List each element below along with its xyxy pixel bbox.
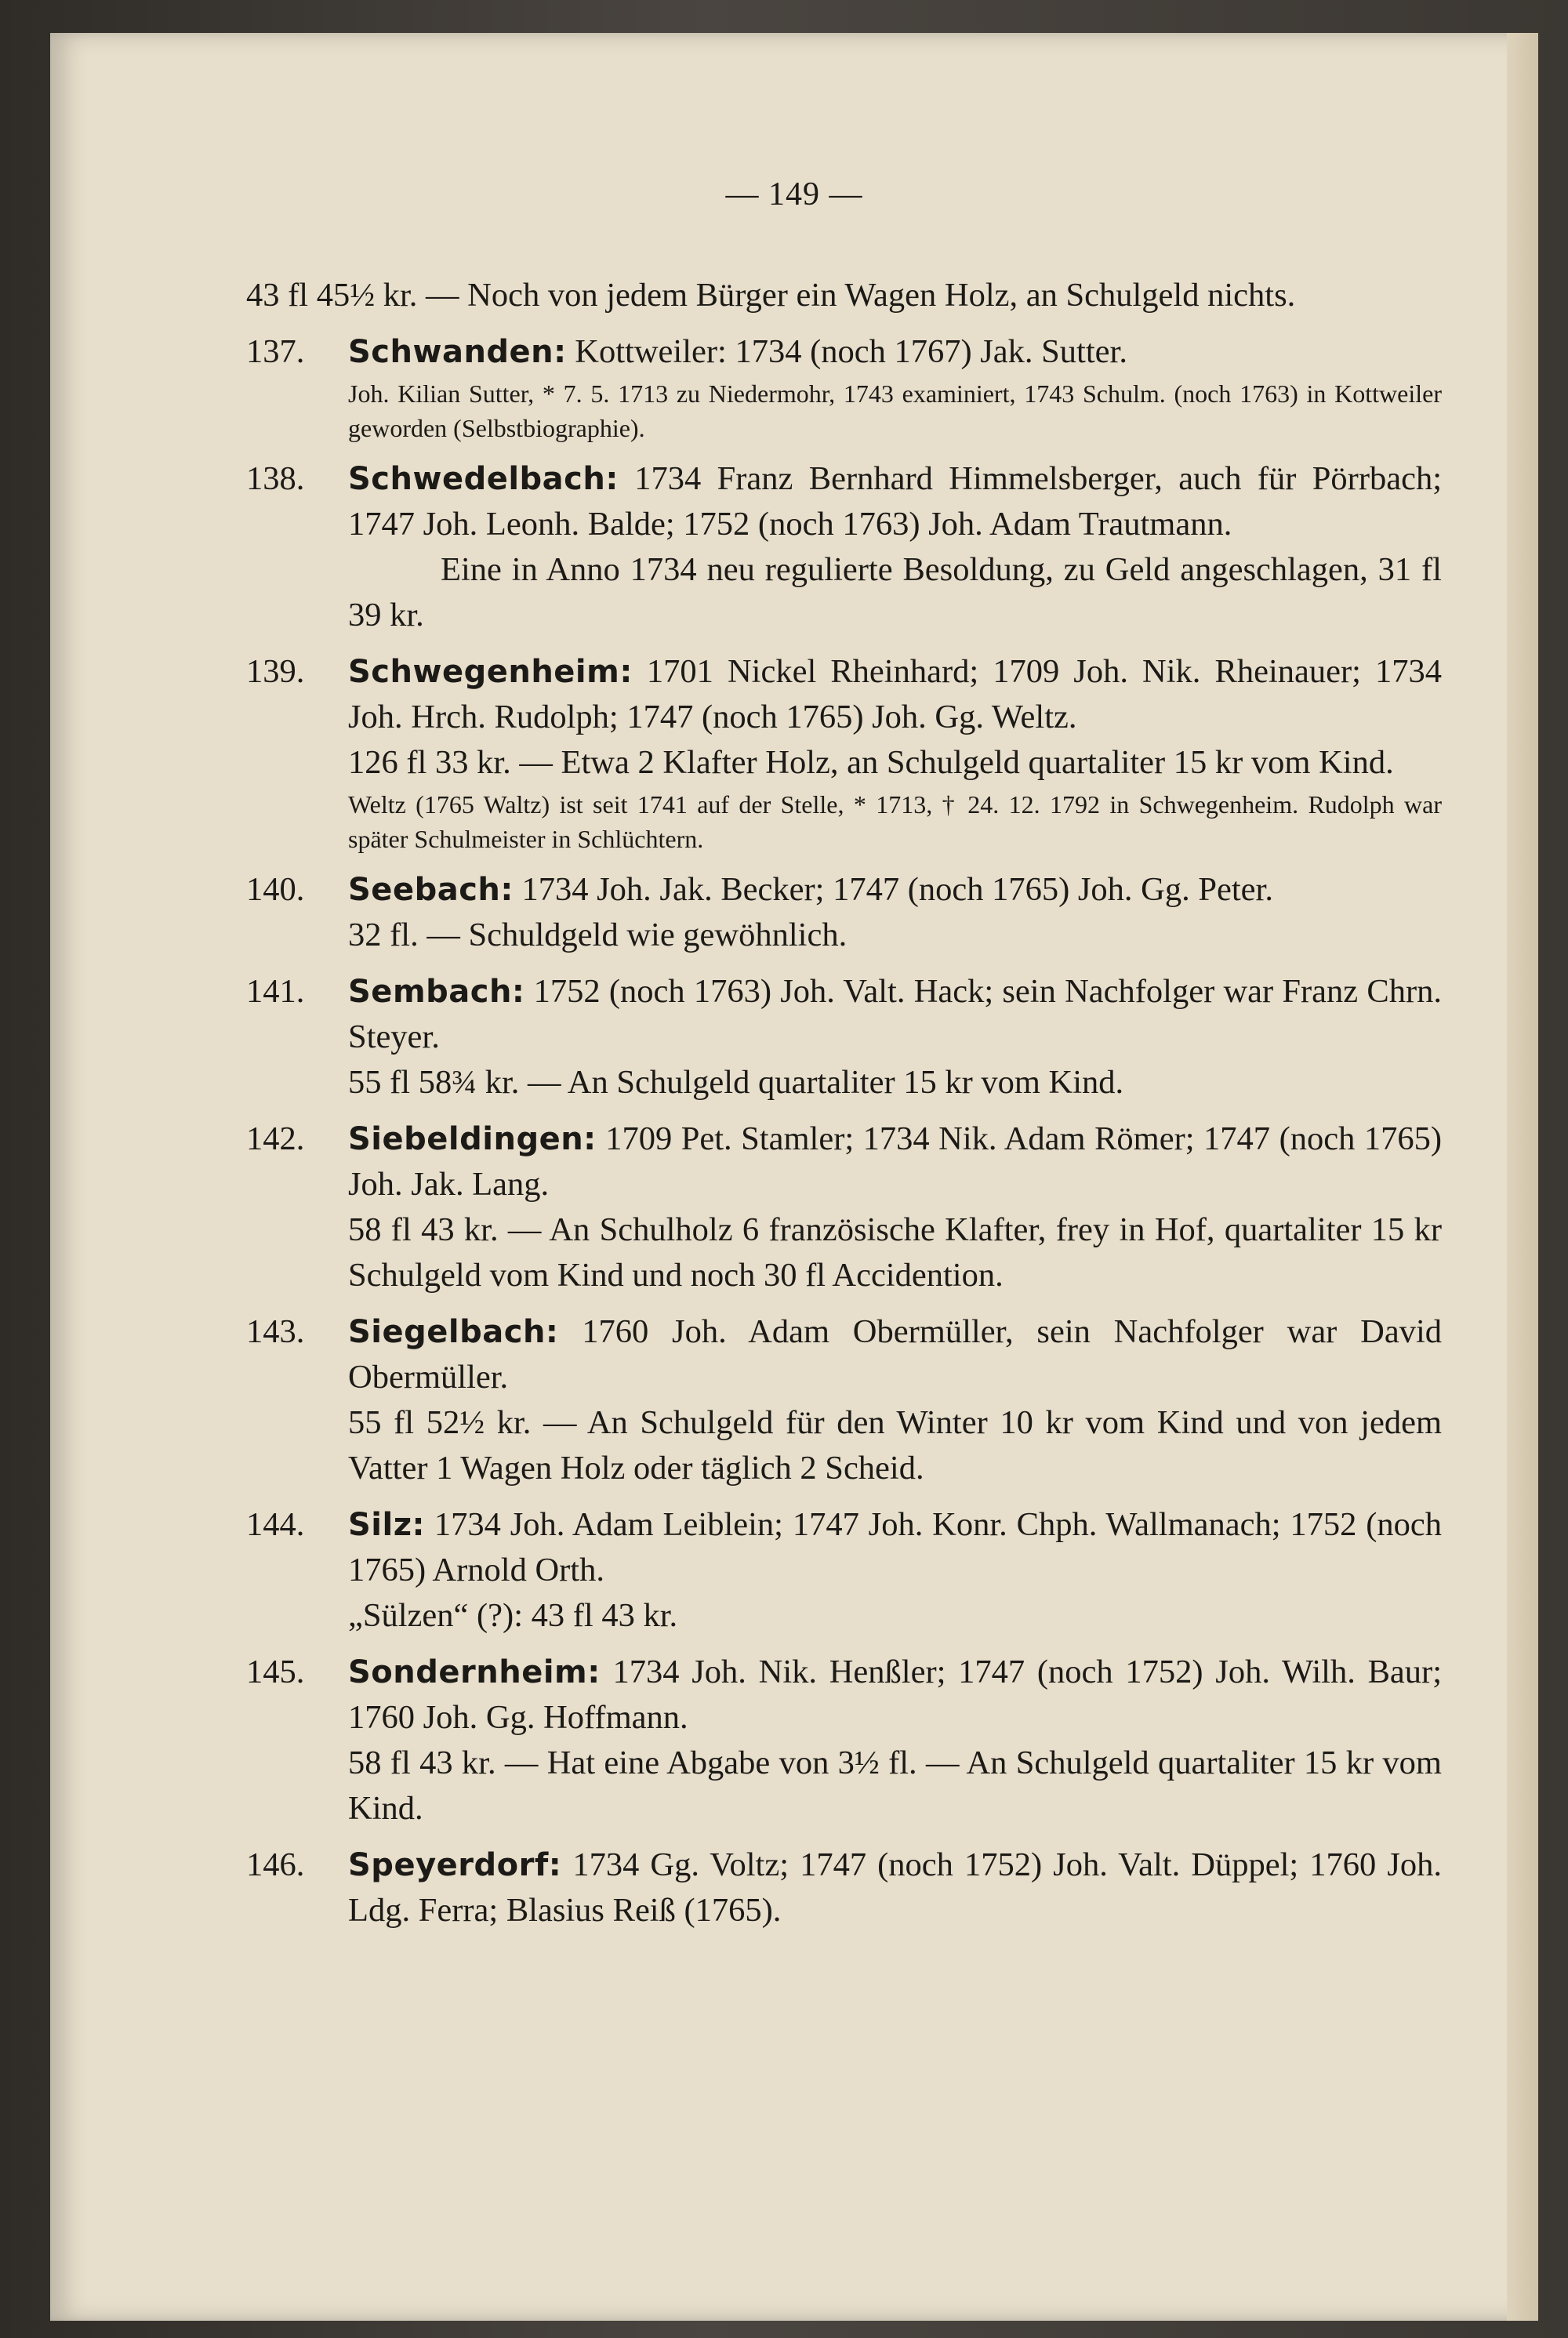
- entry-main-text: [348, 1309, 1442, 1400]
- entry-main-text: [348, 1842, 1442, 1933]
- entry-number: 142.: [246, 1120, 305, 1157]
- entry-main-text: [348, 969, 1442, 1060]
- entry-paragraph: 55 fl 52½ kr. — An Schulgeld für den Winter 10 kr vom Kind und von jedem Vatter 1 Wagen Holz oder täglich 2 Scheid.: [348, 1404, 1442, 1487]
- entry-main-text: [348, 1650, 1442, 1741]
- entry-footnote: Weltz (1765 Waltz) ist seit 1741 auf der Stelle, * 1713, † 24. 12. 1792 in Schwegenheim. Rudolph war später Schulmeister in Schlüchtern.: [348, 790, 1442, 853]
- entry-text: 1752 (noch 1763) Joh. Valt. Hack; sein Nachfolger war Franz Chrn. Steyer.: [348, 973, 1443, 1055]
- entry-paragraph: 58 fl 43 kr. — Hat eine Abgabe von 3½ fl. — An Schulgeld quartaliter 15 kr vom Kind.: [348, 1744, 1442, 1827]
- list-item: [246, 867, 1442, 958]
- entry-text: 1701 Nickel Rheinhard; 1709 Joh. Nik. Rheinauer; 1734 Joh. Hrch. Rudolph; 1747 (noch 1765) Joh. Gg. Weltz.: [348, 653, 1443, 735]
- entry-main-text: [348, 1502, 1442, 1593]
- entry-paragraph: 55 fl 58¾ kr. — An Schulgeld quartaliter 15 kr vom Kind.: [348, 1064, 1124, 1101]
- entry-text: 1734 Franz Bernhard Himmelsberger, auch für Pörrbach; 1747 Joh. Leonh. Balde; 1752 (noch 1763) Joh. Adam Trautmann.: [348, 460, 1443, 543]
- entry-number: 144.: [246, 1506, 305, 1543]
- entry-number: 138.: [246, 460, 305, 497]
- entry-text: 1734 Gg. Voltz; 1747 (noch 1752) Joh. Valt. Düppel; 1760 Joh. Ldg. Ferra; Blasius Reiß (1765).: [348, 1846, 1443, 1929]
- entry-number: 143.: [246, 1313, 305, 1350]
- list-item: [246, 1309, 1442, 1491]
- page-body: [246, 273, 1442, 1944]
- entry-text: 1734 Joh. Jak. Becker; 1747 (noch 1765) Joh. Gg. Peter.: [521, 871, 1273, 908]
- book-page: [50, 33, 1538, 2321]
- list-item: [246, 1116, 1442, 1298]
- place-name: Schwegenheim:: [348, 654, 633, 690]
- list-item: [246, 329, 1442, 445]
- entry-main-text: [348, 329, 1442, 375]
- entry-text: 1734 Joh. Adam Leiblein; 1747 Joh. Konr. Chph. Wallmanach; 1752 (noch 1765) Arnold Orth.: [348, 1506, 1442, 1588]
- entry-number: 145.: [246, 1654, 305, 1690]
- place-name: Schwedelbach:: [348, 461, 619, 497]
- list-item: [246, 1502, 1442, 1639]
- entry-paragraph: 32 fl. — Schuldgeld wie gewöhnlich.: [348, 917, 848, 953]
- place-name: Sembach:: [348, 974, 525, 1010]
- entry-list: [246, 329, 1442, 1933]
- entry-text: Kottweiler: 1734 (noch 1767) Jak. Sutter.: [575, 333, 1127, 370]
- entry-paragraph: 58 fl 43 kr. — An Schulholz 6 französische Klafter, frey in Hof, quartaliter 15 kr Schulgeld vom Kind und noch 30 fl Accidention.: [348, 1211, 1442, 1294]
- entry-number: 146.: [246, 1846, 305, 1883]
- list-item: [246, 649, 1442, 856]
- place-name: Speyerdorf:: [348, 1847, 562, 1883]
- entry-number: 141.: [246, 973, 305, 1010]
- continuation-paragraph: 43 fl 45½ kr. — Noch von jedem Bürger ein Wagen Holz, an Schulgeld nichts.: [246, 277, 1296, 314]
- entry-text: 1709 Pet. Stamler; 1734 Nik. Adam Römer; 1747 (noch 1765) Joh. Jak. Lang.: [348, 1120, 1442, 1203]
- entry-number: 139.: [246, 653, 305, 690]
- place-name: Siebeldingen:: [348, 1121, 597, 1157]
- entry-main-text: [348, 649, 1442, 740]
- list-item: [246, 969, 1442, 1105]
- list-item: [246, 1842, 1442, 1933]
- entry-main-text: [348, 1116, 1442, 1207]
- list-item: [246, 1650, 1442, 1832]
- place-name: Sondernheim:: [348, 1654, 601, 1690]
- place-name: Silz:: [348, 1507, 426, 1543]
- list-item: [246, 456, 1442, 638]
- entry-text: 1760 Joh. Adam Obermüller, sein Nachfolger war David Obermüller.: [348, 1313, 1442, 1396]
- page-number: — 149 —: [725, 176, 863, 212]
- entry-footnote: Joh. Kilian Sutter, * 7. 5. 1713 zu Niedermohr, 1743 examiniert, 1743 Schulm. (noch 1763) in Kottweiler geworden (Selbstbiographie).: [348, 379, 1442, 442]
- entry-paragraph: 126 fl 33 kr. — Etwa 2 Klafter Holz, an Schulgeld quartaliter 15 kr vom Kind.: [348, 744, 1394, 781]
- entry-number: 140.: [246, 871, 305, 908]
- page-edge-shadow: [1507, 33, 1538, 2321]
- entry-paragraph: „Sülzen“ (?): 43 fl 43 kr.: [348, 1597, 678, 1634]
- place-name: Seebach:: [348, 872, 514, 908]
- entry-number: 137.: [246, 333, 305, 370]
- entry-main-text: [348, 867, 1442, 913]
- place-name: Siegelbach:: [348, 1314, 559, 1350]
- entry-text: 1734 Joh. Nik. Henßler; 1747 (noch 1752) Joh. Wilh. Baur; 1760 Joh. Gg. Hoffmann.: [348, 1654, 1443, 1736]
- entry-paragraph: Eine in Anno 1734 neu regulierte Besoldung, zu Geld angeschlagen, 31 fl 39 kr.: [348, 551, 1442, 634]
- entry-main-text: [348, 456, 1442, 547]
- place-name: Schwanden:: [348, 334, 567, 370]
